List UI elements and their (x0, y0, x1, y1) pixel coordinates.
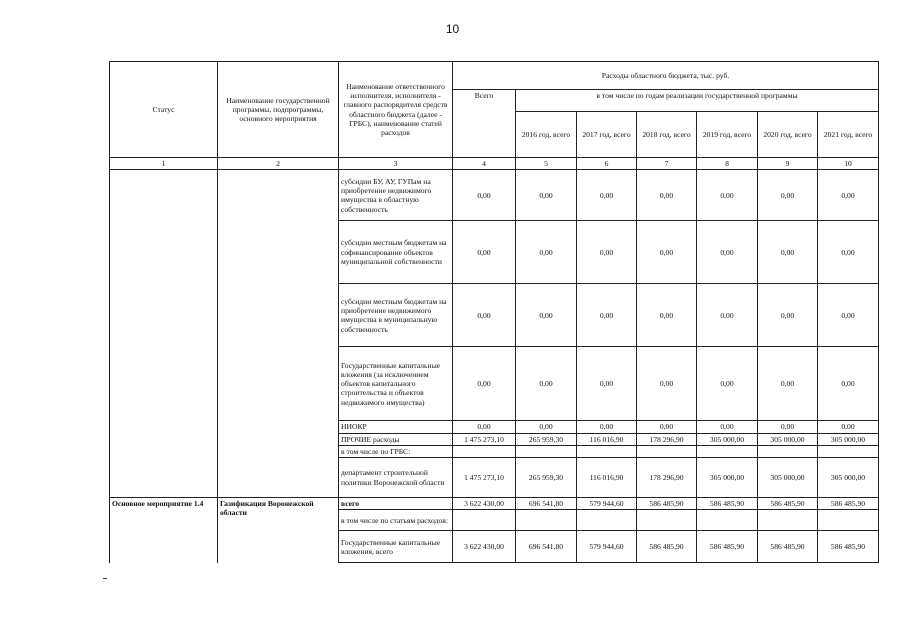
value-2020: 0,00 (758, 170, 818, 221)
value-2020: 0,00 (758, 347, 818, 421)
value-2016: 0,00 (516, 284, 577, 347)
value-2020: 586 485,90 (758, 531, 818, 563)
col-number: 9 (758, 158, 818, 170)
header-executor: Наименование ответственного исполнителя, исполнителя - главного распорядителя средств областного бюджета (далее - ГРБС), наименование статей расходов (339, 62, 453, 158)
value-2018: 0,00 (637, 347, 697, 421)
value-2017 (577, 510, 637, 531)
value-2021: 0,00 (818, 421, 879, 433)
value-2021 (818, 445, 879, 457)
value-2019 (697, 445, 758, 457)
expense-label: субсидии местным бюджетам на приобретение недвижимого имущества в муниципальную собственность (339, 284, 453, 347)
value-2016: 696 541,80 (516, 531, 577, 563)
budget-table (109, 61, 879, 563)
value-2020: 0,00 (758, 221, 818, 284)
header-year-2021: 2021 год, всего (818, 112, 879, 158)
measure-status: Основное мероприятие 1.4 (110, 498, 218, 563)
header-by-years: в том числе по годам реализации государственной программы (516, 90, 879, 112)
value-total: 0,00 (453, 421, 516, 433)
value-2021: 586 485,90 (818, 498, 879, 510)
header-year-2018: 2018 год, всего (637, 112, 697, 158)
col-number: 2 (218, 158, 339, 170)
value-2019: 586 485,90 (697, 531, 758, 563)
value-2016 (516, 445, 577, 457)
value-2016: 696 541,80 (516, 498, 577, 510)
value-2017: 0,00 (577, 421, 637, 433)
value-2016: 0,00 (516, 170, 577, 221)
value-2021 (818, 510, 879, 531)
value-2019: 0,00 (697, 421, 758, 433)
value-total: 1 475 273,10 (453, 433, 516, 445)
value-2018: 586 485,90 (637, 531, 697, 563)
header-year-2020: 2020 год, всего (758, 112, 818, 158)
value-2017: 116 016,90 (577, 433, 637, 445)
value-2020 (758, 510, 818, 531)
value-2016 (516, 510, 577, 531)
value-2016: 265 959,30 (516, 433, 577, 445)
value-2020: 0,00 (758, 421, 818, 433)
value-total: 0,00 (453, 284, 516, 347)
value-2019 (697, 510, 758, 531)
value-2018: 0,00 (637, 170, 697, 221)
expense-label: всего (339, 498, 453, 510)
value-2021: 305 000,00 (818, 458, 879, 498)
col-number: 6 (577, 158, 637, 170)
value-2021: 0,00 (818, 347, 879, 421)
page-number: 10 (445, 22, 460, 36)
value-2017: 579 944,60 (577, 531, 637, 563)
value-2021: 0,00 (818, 221, 879, 284)
expense-label: субсидии БУ, АУ, ГУПам на приобретение недвижимого имущества в областную собственность (339, 170, 453, 221)
value-2018: 0,00 (637, 284, 697, 347)
col-number: 8 (697, 158, 758, 170)
value-2021: 586 485,90 (818, 531, 879, 563)
value-total: 0,00 (453, 221, 516, 284)
value-2018: 178 296,90 (637, 433, 697, 445)
col-number: 5 (516, 158, 577, 170)
value-2016: 0,00 (516, 347, 577, 421)
value-2019: 586 485,90 (697, 498, 758, 510)
col-number: 4 (453, 158, 516, 170)
value-total (453, 445, 516, 457)
expense-label: ПРОЧИЕ расходы (339, 433, 453, 445)
header-year-2017: 2017 год, всего (577, 112, 637, 158)
col-number: 10 (818, 158, 879, 170)
value-2021: 305 000,00 (818, 433, 879, 445)
header-status: Статус (110, 62, 218, 158)
value-total: 0,00 (453, 347, 516, 421)
value-2018 (637, 510, 697, 531)
value-2019: 0,00 (697, 284, 758, 347)
value-2016: 0,00 (516, 421, 577, 433)
expense-label: Государственные капитальные вложения, всего (339, 531, 453, 563)
header-expenses-title: Расходы областного бюджета, тыс. руб. (453, 62, 879, 90)
value-total (453, 510, 516, 531)
col-number: 1 (110, 158, 218, 170)
value-2020 (758, 445, 818, 457)
value-2020: 305 000,00 (758, 433, 818, 445)
name-cell-empty (218, 170, 339, 498)
expense-label: департамент строительной политики Воронежской области (339, 458, 453, 498)
value-2018 (637, 445, 697, 457)
value-2018: 0,00 (637, 421, 697, 433)
value-2017: 579 944,60 (577, 498, 637, 510)
value-2017: 0,00 (577, 221, 637, 284)
status-cell-empty (110, 170, 218, 498)
measure-name: Газификация Воронежской области (218, 498, 339, 563)
value-2020: 305 000,00 (758, 458, 818, 498)
value-2019: 305 000,00 (697, 458, 758, 498)
value-2017: 0,00 (577, 170, 637, 221)
value-2017: 116 016,90 (577, 458, 637, 498)
value-2016: 0,00 (516, 221, 577, 284)
header-program-name: Наименование государственной программы, подпрограммы, основного мероприятия (218, 62, 339, 158)
header-year-2016: 2016 год, всего (516, 112, 577, 158)
value-total: 3 622 430,00 (453, 531, 516, 563)
value-2019: 0,00 (697, 221, 758, 284)
expense-label: НИОКР (339, 421, 453, 433)
expense-label: в том числе по ГРБС: (339, 445, 453, 457)
value-2017: 0,00 (577, 284, 637, 347)
expense-label: в том числе по статьям расходов: (339, 510, 453, 531)
value-2017: 0,00 (577, 347, 637, 421)
value-2017 (577, 445, 637, 457)
col-number: 3 (339, 158, 453, 170)
value-2020: 586 485,90 (758, 498, 818, 510)
col-number: 7 (637, 158, 697, 170)
value-2020: 0,00 (758, 284, 818, 347)
value-2018: 0,00 (637, 221, 697, 284)
header-total: Всего (453, 90, 516, 158)
value-total: 0,00 (453, 170, 516, 221)
value-2016: 265 959,30 (516, 458, 577, 498)
margin-tick (103, 578, 107, 579)
expense-label: Государственные капитальные вложения (за исключением объектов капитального строительства и объектов недвижимого имущества) (339, 347, 453, 421)
value-2019: 0,00 (697, 347, 758, 421)
value-total: 3 622 430,00 (453, 498, 516, 510)
value-total: 1 475 273,10 (453, 458, 516, 498)
value-2019: 305 000,00 (697, 433, 758, 445)
value-2021: 0,00 (818, 284, 879, 347)
value-2019: 0,00 (697, 170, 758, 221)
value-2021: 0,00 (818, 170, 879, 221)
value-2018: 178 296,90 (637, 458, 697, 498)
header-year-2019: 2019 год, всего (697, 112, 758, 158)
value-2018: 586 485,90 (637, 498, 697, 510)
expense-label: субсидии местным бюджетам на софинансирование объектов муниципальной собственности (339, 221, 453, 284)
